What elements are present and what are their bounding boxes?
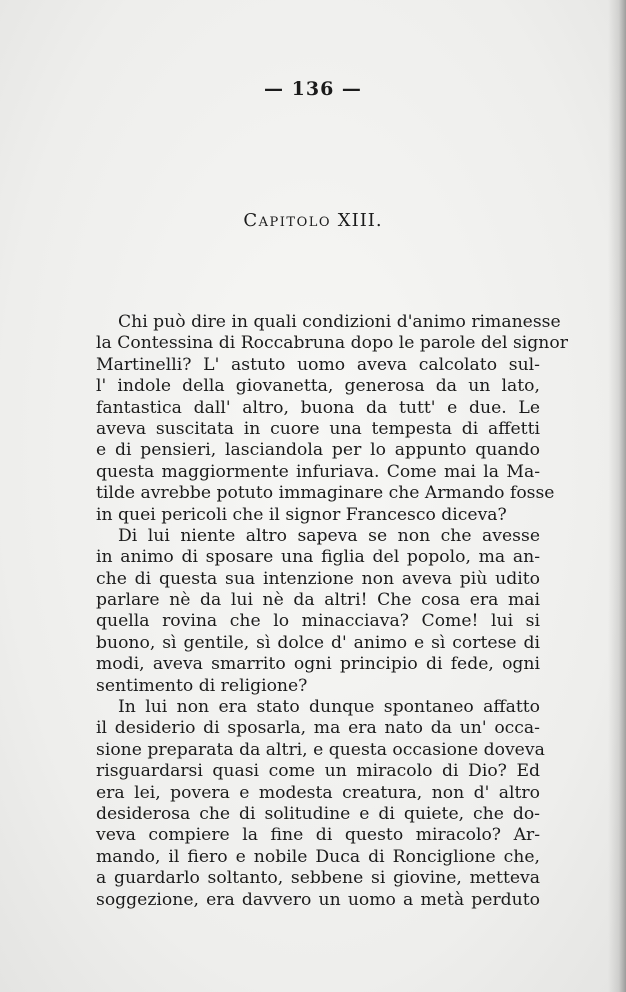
text-line: sione preparata da altri, e questa occasione doveva [96, 739, 545, 760]
text-line: Chi può dire in quali condizioni d'animo rimanesse [118, 312, 561, 332]
text-line: in animo di sposare una figlia del popolo, ma an- [96, 547, 540, 568]
text-line: soggezione, era davvero un uomo a metà perduto [96, 889, 540, 910]
text-line: questa maggiormente infuriava. Come mai la Ma- [96, 461, 540, 482]
text-line: tilde avrebbe potuto immaginare che Armando fosse [96, 483, 555, 504]
chapter-text [96, 312, 568, 911]
text-line: fantastica dall' altro, buona da tutt' e due. Le [96, 397, 540, 418]
text-line: sentimento di religione? [96, 675, 308, 696]
text-line: quella rovina che lo minacciava? Come! lui si [96, 611, 540, 632]
text-line: Di lui niente altro sapeva se non che avesse [118, 525, 540, 546]
text-line: desiderosa che di solitudine e di quiete, che do- [96, 803, 540, 824]
text-line: aveva suscitata in cuore una tempesta di affetti [96, 418, 540, 439]
chapter-heading [0, 210, 626, 231]
page-number: — 136 — [264, 78, 362, 100]
text-line: mando, il fiero e nobile Duca di Ronciglione che, [96, 846, 540, 867]
text-line: a guardarlo soltanto, sebbene si giovine, metteva [96, 868, 540, 889]
text-line: la Contessina di Roccabruna dopo le parole del signor [96, 333, 568, 354]
text-line: buono, sì gentile, sì dolce d' animo e sì cortese di [96, 632, 540, 653]
text-line: e di pensieri, lasciandola per lo appunto quando [96, 440, 540, 461]
text-line: parlare nè da lui nè da altri! Che cosa era mai [96, 590, 540, 611]
text-line: In lui non era stato dunque spontaneo affatto [118, 697, 540, 718]
chapter-word: Capitolo [243, 210, 332, 231]
text-line: l' indole della giovanetta, generosa da un lato, [96, 376, 540, 397]
text-line: in quei pericoli che il signor Francesco diceva? [96, 504, 507, 525]
text-line: il desiderio di sposarla, ma era nato da un' occa- [96, 718, 540, 739]
chapter-number: XIII. [337, 210, 383, 231]
text-line: che di questa sua intenzione non aveva più udito [96, 568, 540, 589]
text-line: risguardarsi quasi come un miracolo di Dio? Ed [96, 761, 540, 782]
page-edge-shadow [608, 0, 626, 992]
text-line: Martinelli? L' astuto uomo aveva calcolato sul- [96, 354, 540, 375]
text-line: veva compiere la fine di questo miracolo? Ar- [96, 825, 540, 846]
text-line: era lei, povera e modesta creatura, non d' altro [96, 782, 540, 803]
text-line: modi, aveva smarrito ogni principio di fede, ogni [96, 654, 540, 675]
